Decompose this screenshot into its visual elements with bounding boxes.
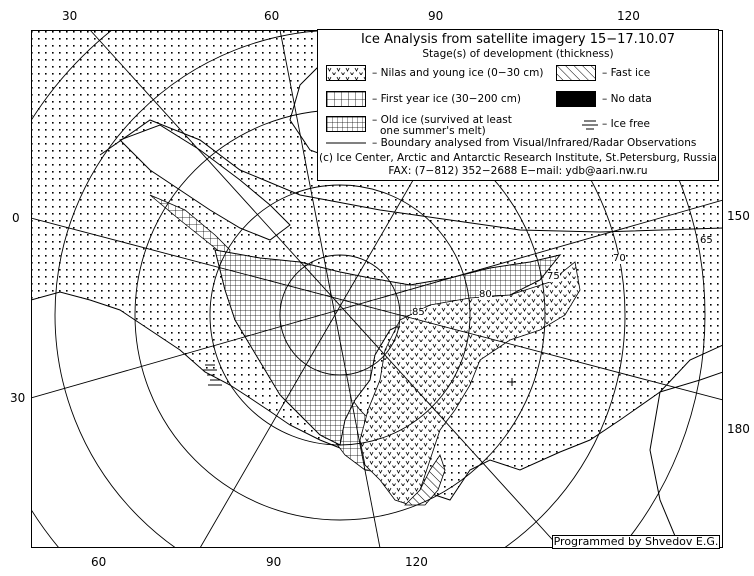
legend-item-fast-ice: – Fast ice bbox=[602, 67, 651, 79]
lon-tick-left-30: 30 bbox=[10, 391, 26, 405]
lat-label-70: 70 bbox=[613, 253, 626, 264]
lon-tick-top-120: 120 bbox=[617, 9, 640, 23]
lon-tick-left-0: 0 bbox=[12, 211, 20, 225]
lon-tick-bottom-120: 120 bbox=[405, 555, 428, 569]
legend-panel bbox=[317, 29, 719, 181]
swatch-nilas bbox=[326, 65, 366, 81]
swatch-ice-free bbox=[580, 116, 600, 132]
legend-credit-line: (c) Ice Center, Arctic and Antarctic Research Institute, St.Petersburg, Russia bbox=[319, 152, 717, 164]
legend-item-old-ice: – Old ice (survived at least bbox=[372, 114, 512, 126]
legend-item-first-year: – First year ice (30−200 cm) bbox=[372, 93, 522, 105]
lon-tick-top-30: 30 bbox=[62, 9, 78, 23]
programmed-by-label: Programmed by Shvedov E.G. bbox=[553, 535, 719, 548]
legend-item-boundary: – Boundary analysed from Visual/Infrared/Radar Observations bbox=[372, 137, 697, 149]
legend-item-no-data: – No data bbox=[602, 93, 652, 105]
lat-label-80: 80 bbox=[479, 289, 492, 300]
lat-label-75: 75 bbox=[547, 271, 560, 282]
lat-label-85: 85 bbox=[412, 307, 425, 318]
swatch-old-ice bbox=[326, 116, 366, 132]
lat-label-65: 65 bbox=[700, 235, 713, 246]
swatch-fast-ice bbox=[556, 65, 596, 81]
lon-tick-bottom-60: 60 bbox=[91, 555, 107, 569]
legend-item-ice-free: – Ice free bbox=[602, 118, 650, 130]
legend-title: Ice Analysis from satellite imagery 15−17.10.07 bbox=[360, 32, 676, 47]
legend-item-nilas: – Nilas and young ice (0−30 cm) bbox=[372, 67, 544, 79]
lon-tick-top-60: 60 bbox=[264, 9, 280, 23]
swatch-no-data bbox=[556, 91, 596, 107]
swatch-first-year bbox=[326, 91, 366, 107]
lon-tick-bottom-90: 90 bbox=[266, 555, 282, 569]
lon-tick-right-150: 150 bbox=[727, 209, 750, 223]
lon-tick-right-180: 180 bbox=[727, 422, 750, 436]
legend-subtitle: Stage(s) of development (thickness) bbox=[422, 48, 614, 60]
swatch-boundary bbox=[326, 140, 366, 146]
legend-contact-line: FAX: (7−812) 352−2688 E−mail: ydb@aari.nw.ru bbox=[388, 165, 648, 177]
legend-item-old-ice-cont: one summer's melt) bbox=[380, 125, 486, 137]
lon-tick-top-90: 90 bbox=[428, 9, 444, 23]
